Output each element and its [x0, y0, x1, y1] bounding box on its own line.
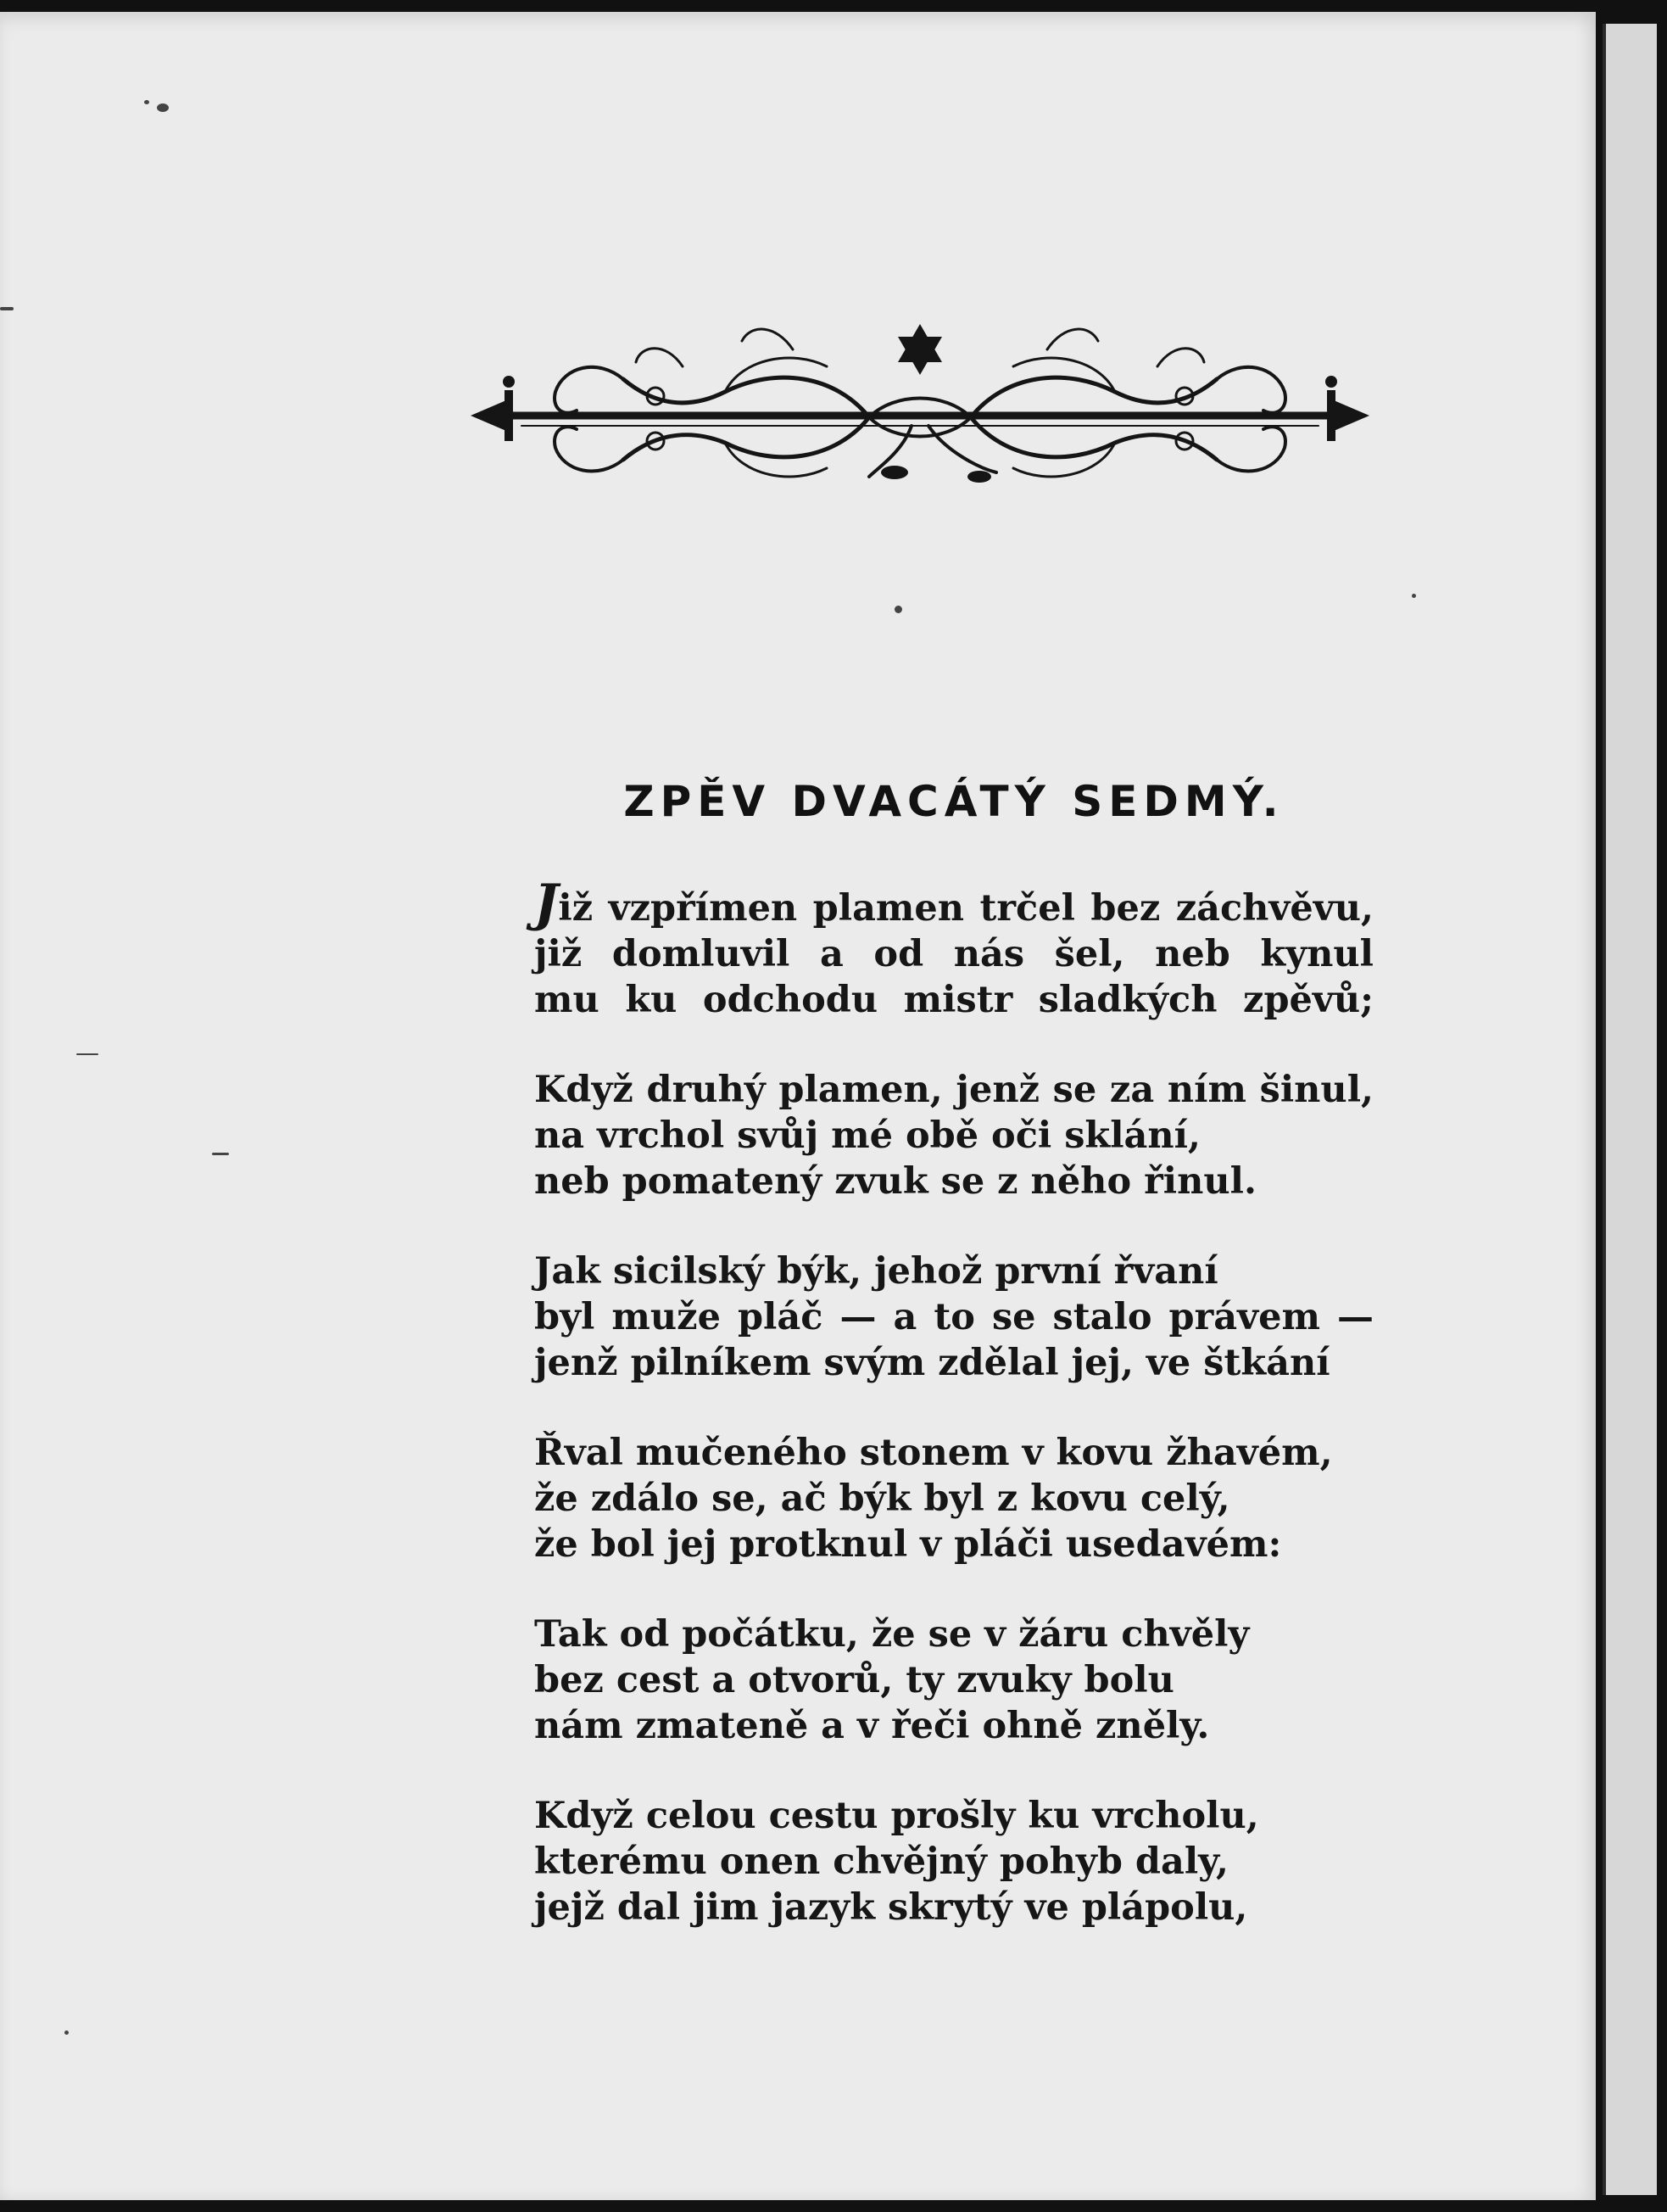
poem-line: nám zmateně a v řeči ohně zněly.: [534, 1705, 1210, 1747]
stanza: [534, 1248, 1374, 1386]
stanza: [534, 1793, 1374, 1930]
poem-line: kterému onen chvějný pohyb daly,: [534, 1841, 1229, 1883]
poem-text: [534, 874, 1374, 1975]
poem-line: neb pomatený zvuk se z něho řinul.: [534, 1160, 1257, 1203]
adjacent-page-edge: [1603, 24, 1657, 2195]
poem-line: Řval mučeného stonem v kovu žhavém,: [534, 1432, 1333, 1474]
stanza: [534, 874, 1374, 1023]
scan-speck: [1412, 594, 1416, 598]
scan-speck: [157, 103, 169, 112]
scan-speck: [0, 307, 14, 310]
poem-line: na vrchol svůj mé obě oči sklání,: [534, 1114, 1201, 1157]
poem-line: Již vzpřímen plamen trčel bez záchvěvu,: [534, 874, 1374, 933]
poem-line: jejž dal jim jazyk skrytý ve plápolu,: [534, 1886, 1248, 1929]
poem-line: bez cest a otvorů, ty zvuky bolu: [534, 1659, 1174, 1701]
chapter-title: ZPĚV DVACÁTÝ SEDMÝ.: [623, 777, 1285, 826]
poem-line: byl muže pláč — a to se stalo právem —: [534, 1296, 1374, 1338]
stanza: [534, 1067, 1374, 1204]
poem-line: Když druhý plamen, jenž se za ním šinul,: [534, 1069, 1374, 1111]
poem-line: již domluvil a od nás šel, neb kynul: [534, 933, 1374, 975]
scan-speck: [212, 1153, 229, 1155]
scan-speck: [144, 100, 149, 104]
drop-cap: J: [534, 874, 559, 933]
poem-line: že zdálo se, ač býk byl z kovu celý,: [534, 1477, 1230, 1520]
stanza: [534, 1430, 1374, 1567]
stanza: [534, 1612, 1374, 1749]
book-page: [0, 12, 1596, 2200]
poem-line: že bol jej protknul v pláči usedavém:: [534, 1523, 1282, 1566]
poem-line: jenž pilníkem svým zdělal jej, ve štkání: [534, 1342, 1330, 1384]
scan-speck: [895, 606, 902, 613]
decorative-headpiece: [471, 299, 1369, 502]
scan-speck: [76, 1053, 98, 1055]
poem-line: mu ku odchodu mistr sladkých zpěvů;: [534, 979, 1374, 1021]
scan-speck: [64, 2030, 69, 2035]
poem-line: Když celou cestu prošly ku vrcholu,: [534, 1795, 1259, 1837]
poem-line: Tak od počátku, že se v žáru chvěly: [534, 1613, 1250, 1656]
star-of-david-icon: [898, 324, 942, 375]
poem-line: Jak sicilský býk, jehož první řvaní: [534, 1250, 1218, 1293]
